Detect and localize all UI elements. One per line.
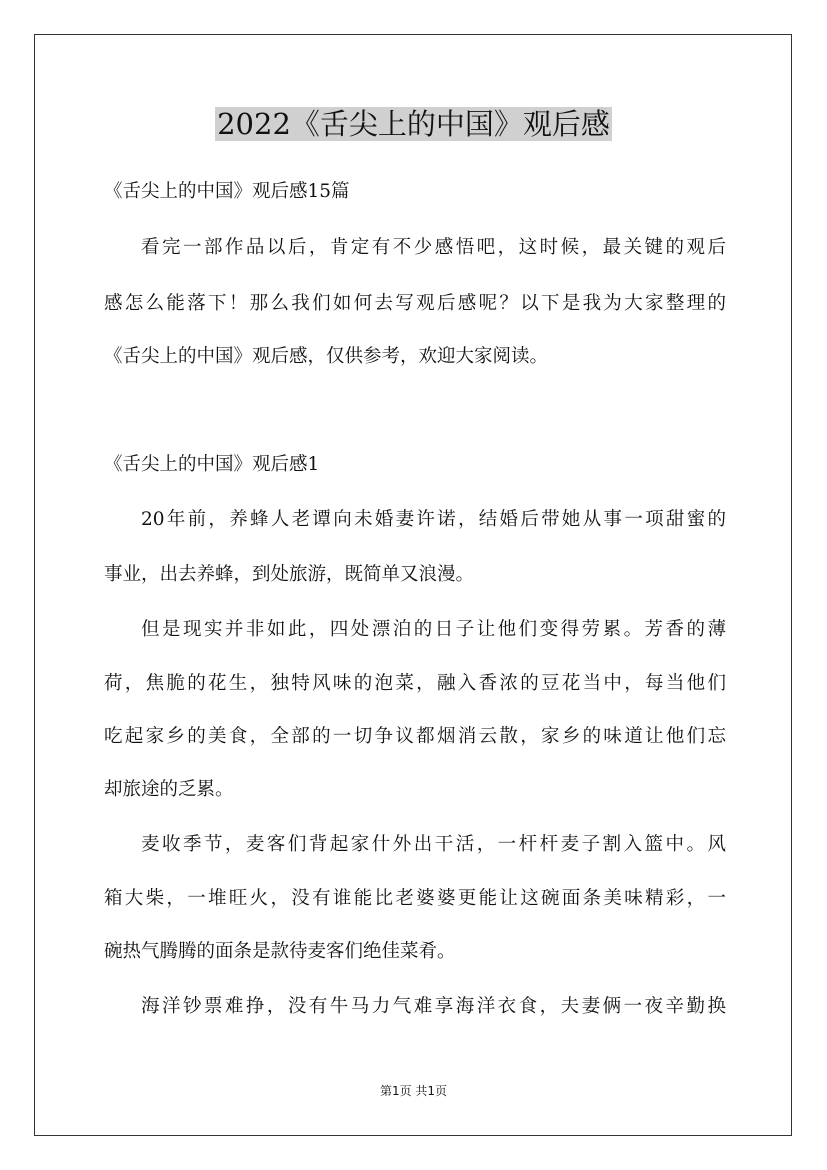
paragraph-line: 看完一部作品以后，肯定有不少感悟吧，这时候，最关键的观后	[141, 237, 726, 258]
paragraph-line: 吃起家乡的美食，全部的一切争议都烟消云散，家乡的味道让他们忘	[104, 726, 726, 747]
paragraph-line: 麦收季节，麦客们背起家什外出干活，一杆杆麦子割入篮中。风	[141, 834, 726, 855]
paragraph-line: 海洋钞票难挣，没有牛马力气难享海洋衣食，夫妻俩一夜辛勤换	[141, 996, 726, 1017]
paragraph-line: 箱大柴，一堆旺火，没有谁能比老婆婆更能让这碗面条美味精彩，一	[104, 888, 726, 909]
document-title	[0, 104, 827, 144]
paragraph-line: 却旅途的乏累。	[104, 779, 234, 800]
paragraph-line: 但是现实并非如此，四处漂泊的日子让他们变得劳累。芳香的薄	[141, 619, 726, 640]
subtitle-line: 《舌尖上的中国》观后感15篇	[104, 181, 350, 202]
paragraph-line: 荷，焦脆的花生，独特风味的泡菜，融入香浓的豆花当中，每当他们	[104, 673, 726, 694]
paragraph-line: 20年前，养蜂人老谭向未婚妻许诺，结婚后带她从事一项甜蜜的	[141, 509, 726, 530]
paragraph-line: 事业，出去养蜂，到处旅游，既简单又浪漫。	[104, 564, 475, 585]
paragraph-line: 《舌尖上的中国》观后感，仅供参考，欢迎大家阅读。	[104, 346, 549, 367]
paragraph-line: 感怎么能落下！那么我们如何去写观后感呢？以下是我为大家整理的	[104, 293, 726, 314]
paragraph-line: 碗热气腾腾的面条是款待麦客们绝佳菜肴。	[104, 941, 456, 962]
document-title-text: 2022《舌尖上的中国》观后感	[217, 107, 610, 141]
page-number-footer: 第1页 共1页	[379, 1084, 448, 1098]
section-heading: 《舌尖上的中国》观后感1	[104, 454, 320, 475]
